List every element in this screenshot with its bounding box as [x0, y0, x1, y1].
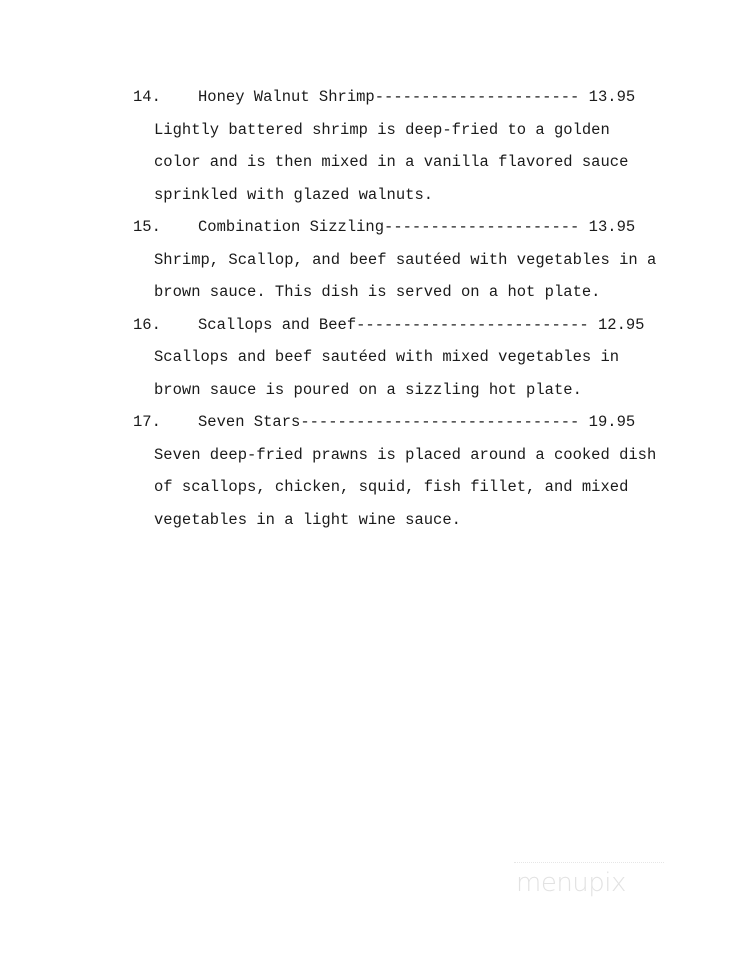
item-name-price: Seven Stars------------------------------ 19.95 — [198, 413, 636, 431]
item-description-line: sprinkled with glazed walnuts. — [154, 185, 434, 204]
item-description-line: color and is then mixed in a vanilla flavored sauce — [154, 153, 629, 171]
item-name-price: Honey Walnut Shrimp---------------------- 13.95 — [198, 88, 636, 106]
item-heading — [133, 409, 653, 442]
item-description-line: brown sauce is poured on a sizzling hot plate. — [154, 380, 582, 399]
menu-item-15 — [133, 214, 657, 312]
item-description-line: of scallops, chicken, squid, fish fillet, and mixed — [154, 478, 629, 496]
menu-item-14 — [133, 84, 653, 214]
item-description-line: Scallops and beef sautéed with mixed vegetables in — [154, 348, 620, 366]
watermark-divider — [514, 862, 664, 865]
item-heading — [133, 84, 653, 117]
item-name-price: Scallops and Beef------------------------- 12.95 — [198, 315, 645, 334]
item-description-line: Lightly battered shrimp is deep-fried to a golden — [154, 120, 610, 139]
menu-item-16 — [133, 312, 653, 410]
item-number: 17. — [133, 413, 161, 431]
menupix-watermark — [514, 862, 664, 912]
item-number: 15. — [133, 218, 161, 236]
item-heading — [133, 312, 653, 345]
item-number: 14. — [133, 88, 161, 106]
item-description-line: brown sauce. This dish is served on a hot plate. — [154, 283, 601, 301]
item-heading — [133, 214, 653, 247]
item-description-line: Shrimp, Scallop, and beef sautéed with vegetables in a — [154, 250, 657, 269]
item-description-line: Seven deep-fried prawns is placed around a cooked dish — [154, 445, 657, 464]
item-description-line: vegetables in a light wine sauce. — [154, 510, 461, 529]
item-number: 16. — [133, 315, 161, 334]
item-name-price: Combination Sizzling--------------------- 13.95 — [198, 218, 636, 236]
menu-item-17 — [133, 409, 657, 539]
watermark-text: menupix — [516, 868, 626, 898]
menu-list — [133, 84, 657, 539]
